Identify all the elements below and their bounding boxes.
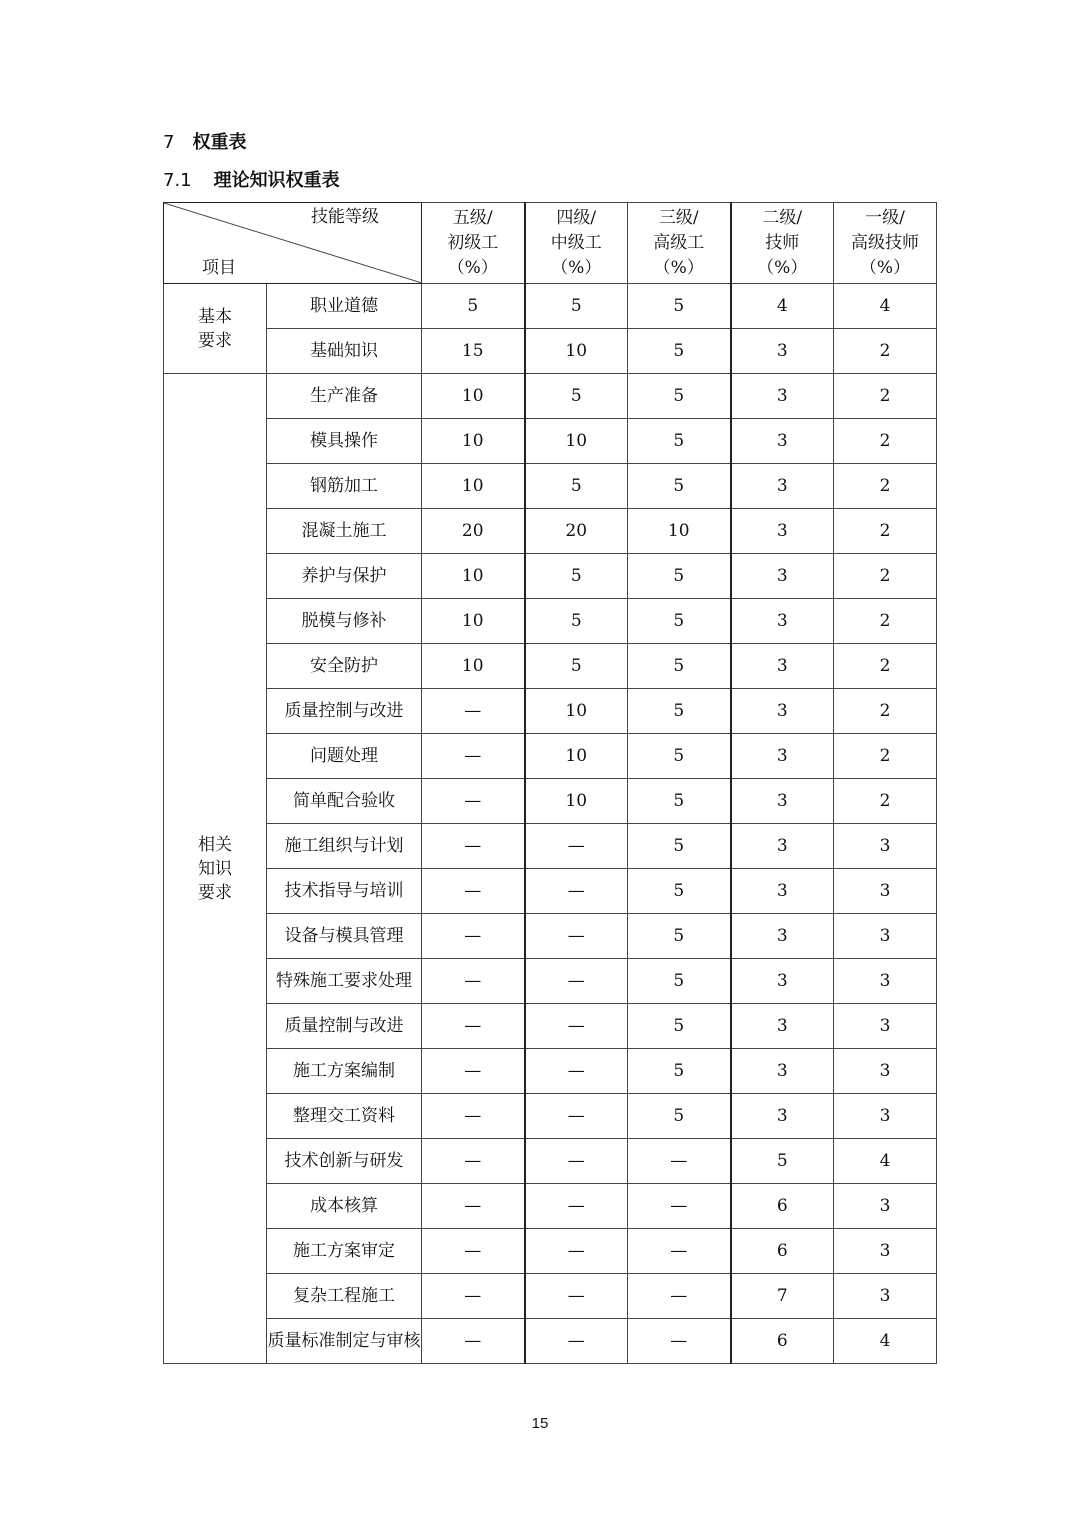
weight-cell: 5	[525, 554, 628, 599]
table-row	[164, 1049, 937, 1094]
weight-cell: 3	[731, 1049, 834, 1094]
weight-cell: 3	[731, 914, 834, 959]
weight-cell: 2	[834, 644, 937, 689]
weight-cell: 4	[731, 284, 834, 329]
weight-cell: —	[422, 869, 525, 914]
weight-cell: 5	[628, 329, 731, 374]
weight-cell: —	[628, 1139, 731, 1184]
item-name-cell: 设备与模具管理	[267, 914, 422, 959]
item-name-cell: 质量控制与改进	[267, 689, 422, 734]
weight-cell: 5	[422, 284, 525, 329]
column-header: 一级/ 高级技师 （%）	[834, 203, 937, 284]
table-row	[164, 734, 937, 779]
item-name-cell: 质量控制与改进	[267, 1004, 422, 1049]
column-header: 二级/ 技师 （%）	[731, 203, 834, 284]
weight-cell: 5	[628, 554, 731, 599]
weight-cell: —	[422, 1319, 525, 1364]
table-row	[164, 464, 937, 509]
weight-cell: 3	[834, 1049, 937, 1094]
weight-cell: 5	[628, 644, 731, 689]
weight-cell: 10	[422, 464, 525, 509]
weight-cell: —	[628, 1184, 731, 1229]
weight-cell: —	[422, 959, 525, 1004]
weight-cell: —	[628, 1229, 731, 1274]
weight-cell: 3	[731, 329, 834, 374]
table-row	[164, 1184, 937, 1229]
item-name-cell: 技术指导与培训	[267, 869, 422, 914]
weight-cell: 5	[628, 734, 731, 779]
weight-cell: 2	[834, 554, 937, 599]
weight-cell: —	[525, 959, 628, 1004]
weight-cell: 3	[731, 959, 834, 1004]
weight-cell: 10	[525, 689, 628, 734]
weight-cell: 15	[422, 329, 525, 374]
weight-cell: —	[525, 1184, 628, 1229]
weight-cell: 5	[628, 824, 731, 869]
weight-cell: 2	[834, 734, 937, 779]
weight-cell: 5	[628, 419, 731, 464]
weight-cell: 3	[834, 1184, 937, 1229]
weight-cell: —	[422, 914, 525, 959]
weight-cell: —	[422, 1184, 525, 1229]
weight-cell: 3	[731, 734, 834, 779]
weight-cell: 3	[731, 869, 834, 914]
weight-cell: 2	[834, 779, 937, 824]
weight-cell: 2	[834, 464, 937, 509]
weight-cell: 3	[731, 1004, 834, 1049]
table-row	[164, 419, 937, 464]
weight-cell: 3	[834, 914, 937, 959]
table-row	[164, 644, 937, 689]
table-header-row	[164, 203, 937, 284]
item-name-cell: 钢筋加工	[267, 464, 422, 509]
weight-cell: 3	[731, 689, 834, 734]
weight-cell: 2	[834, 374, 937, 419]
weight-cell: —	[422, 734, 525, 779]
weight-cell: 4	[834, 1319, 937, 1364]
category-label-line: 知识	[198, 858, 232, 879]
category-label-line: 基本	[198, 306, 232, 327]
weight-cell: 10	[422, 644, 525, 689]
weight-cell: 6	[731, 1319, 834, 1364]
item-name-cell: 生产准备	[267, 374, 422, 419]
item-name-cell: 特殊施工要求处理	[267, 959, 422, 1004]
weight-cell: 20	[422, 509, 525, 554]
weight-cell: 10	[628, 509, 731, 554]
subsection-title: 理论知识权重表	[213, 170, 340, 191]
weight-cell: 3	[834, 1004, 937, 1049]
item-name-cell: 质量标准制定与审核	[267, 1319, 422, 1364]
item-name-cell: 模具操作	[267, 419, 422, 464]
item-name-cell: 问题处理	[267, 734, 422, 779]
weight-cell: 5	[628, 284, 731, 329]
column-header: 四级/ 中级工 （%）	[525, 203, 628, 284]
item-name-cell: 脱模与修补	[267, 599, 422, 644]
item-name-cell: 养护与保护	[267, 554, 422, 599]
weight-cell: 3	[834, 1229, 937, 1274]
weight-cell: 5	[628, 779, 731, 824]
weight-cell: —	[422, 779, 525, 824]
weight-cell: 5	[525, 644, 628, 689]
category-label-line: 相关	[198, 834, 232, 855]
weight-cell: 2	[834, 329, 937, 374]
section-title: 权重表	[192, 132, 247, 153]
weight-cell: 5	[628, 914, 731, 959]
table-row	[164, 599, 937, 644]
weight-cell: 10	[422, 419, 525, 464]
item-name-cell: 技术创新与研发	[267, 1139, 422, 1184]
item-name-cell: 施工方案审定	[267, 1229, 422, 1274]
table-row	[164, 284, 937, 329]
page-number: 15	[531, 1415, 549, 1432]
weight-cell: —	[525, 1004, 628, 1049]
weight-cell: 5	[525, 464, 628, 509]
table-row	[164, 1274, 937, 1319]
weight-cell: 5	[628, 599, 731, 644]
weight-cell: 5	[628, 869, 731, 914]
weight-cell: 3	[834, 824, 937, 869]
table-row	[164, 554, 937, 599]
weight-cell: 10	[422, 554, 525, 599]
weight-cell: —	[422, 1004, 525, 1049]
table-row	[164, 824, 937, 869]
table-row	[164, 1094, 937, 1139]
table-row	[164, 779, 937, 824]
weight-cell: 3	[731, 554, 834, 599]
table-row	[164, 1229, 937, 1274]
weight-cell: 2	[834, 689, 937, 734]
weight-cell: 3	[731, 509, 834, 554]
weight-cell: —	[628, 1274, 731, 1319]
weight-cell: 3	[731, 779, 834, 824]
weight-cell: —	[525, 1094, 628, 1139]
subsection-number: 7.1	[163, 170, 192, 191]
weight-cell: 5	[628, 1049, 731, 1094]
weight-cell: 3	[834, 1274, 937, 1319]
header-item-label: 项目	[202, 258, 236, 278]
item-name-cell: 复杂工程施工	[267, 1274, 422, 1319]
weight-cell: 5	[628, 464, 731, 509]
weight-cell: —	[525, 1319, 628, 1364]
weight-cell: 3	[731, 374, 834, 419]
weight-cell: 3	[731, 599, 834, 644]
weight-cell: 3	[731, 644, 834, 689]
table-row	[164, 1004, 937, 1049]
weight-cell: 5	[525, 374, 628, 419]
column-header: 三级/ 高级工 （%）	[628, 203, 731, 284]
category-cell	[164, 284, 267, 374]
table-row	[164, 329, 937, 374]
header-skill-level-label: 技能等级	[311, 207, 379, 227]
weight-cell: —	[422, 1049, 525, 1094]
table-row	[164, 689, 937, 734]
weight-cell: 5	[628, 374, 731, 419]
item-name-cell: 施工方案编制	[267, 1049, 422, 1094]
weight-cell: 5	[731, 1139, 834, 1184]
weight-cell: —	[422, 689, 525, 734]
weight-cell: 5	[628, 689, 731, 734]
weight-cell: 20	[525, 509, 628, 554]
category-label-line: 要求	[198, 330, 232, 351]
table-row	[164, 869, 937, 914]
weight-cell: 3	[731, 464, 834, 509]
weight-cell: 5	[628, 1094, 731, 1139]
weight-cell: —	[422, 1139, 525, 1184]
weight-cell: 7	[731, 1274, 834, 1319]
weight-cell: 10	[525, 329, 628, 374]
weight-cell: 4	[834, 1139, 937, 1184]
item-name-cell: 基础知识	[267, 329, 422, 374]
table-row	[164, 1319, 937, 1364]
item-name-cell: 职业道德	[267, 284, 422, 329]
table-row	[164, 509, 937, 554]
item-name-cell: 成本核算	[267, 1184, 422, 1229]
item-name-cell: 安全防护	[267, 644, 422, 689]
weight-cell: 2	[834, 509, 937, 554]
table-row	[164, 959, 937, 1004]
weight-cell: —	[525, 824, 628, 869]
weight-cell: —	[525, 869, 628, 914]
weight-cell: 3	[731, 824, 834, 869]
weight-cell: —	[525, 1229, 628, 1274]
weight-cell: 3	[731, 1094, 834, 1139]
table-row	[164, 914, 937, 959]
weight-cell: 2	[834, 419, 937, 464]
weight-cell: 6	[731, 1229, 834, 1274]
weight-cell: 3	[834, 869, 937, 914]
weight-cell: 10	[422, 374, 525, 419]
weight-cell: —	[525, 1274, 628, 1319]
weight-cell: 5	[525, 599, 628, 644]
table-row	[164, 374, 937, 419]
weight-cell: 6	[731, 1184, 834, 1229]
weight-table	[163, 202, 937, 1364]
weight-cell: —	[422, 1274, 525, 1319]
weight-cell: 5	[525, 284, 628, 329]
item-name-cell: 整理交工资料	[267, 1094, 422, 1139]
item-name-cell: 混凝土施工	[267, 509, 422, 554]
weight-cell: —	[628, 1319, 731, 1364]
subsection-heading	[163, 166, 340, 192]
item-name-cell: 施工组织与计划	[267, 824, 422, 869]
weight-cell: 10	[422, 599, 525, 644]
weight-cell: 10	[525, 734, 628, 779]
table-row	[164, 1139, 937, 1184]
weight-cell: —	[422, 824, 525, 869]
weight-cell: 3	[731, 419, 834, 464]
weight-cell: 10	[525, 779, 628, 824]
weight-cell: —	[525, 914, 628, 959]
weight-cell: 3	[834, 1094, 937, 1139]
weight-cell: 2	[834, 599, 937, 644]
column-header: 五级/ 初级工 （%）	[422, 203, 525, 284]
weight-cell: 5	[628, 1004, 731, 1049]
weight-cell: —	[525, 1049, 628, 1094]
section-number: 7	[163, 132, 175, 153]
weight-cell: 3	[834, 959, 937, 1004]
weight-cell: 4	[834, 284, 937, 329]
header-corner-cell	[164, 203, 422, 284]
weight-cell: —	[422, 1229, 525, 1274]
weight-cell: 10	[525, 419, 628, 464]
weight-cell: —	[525, 1139, 628, 1184]
category-label-line: 要求	[198, 882, 232, 903]
category-cell	[164, 374, 267, 1364]
section-heading	[163, 128, 246, 154]
weight-cell: —	[422, 1094, 525, 1139]
table-body	[164, 284, 937, 1364]
weight-cell: 5	[628, 959, 731, 1004]
item-name-cell: 简单配合验收	[267, 779, 422, 824]
